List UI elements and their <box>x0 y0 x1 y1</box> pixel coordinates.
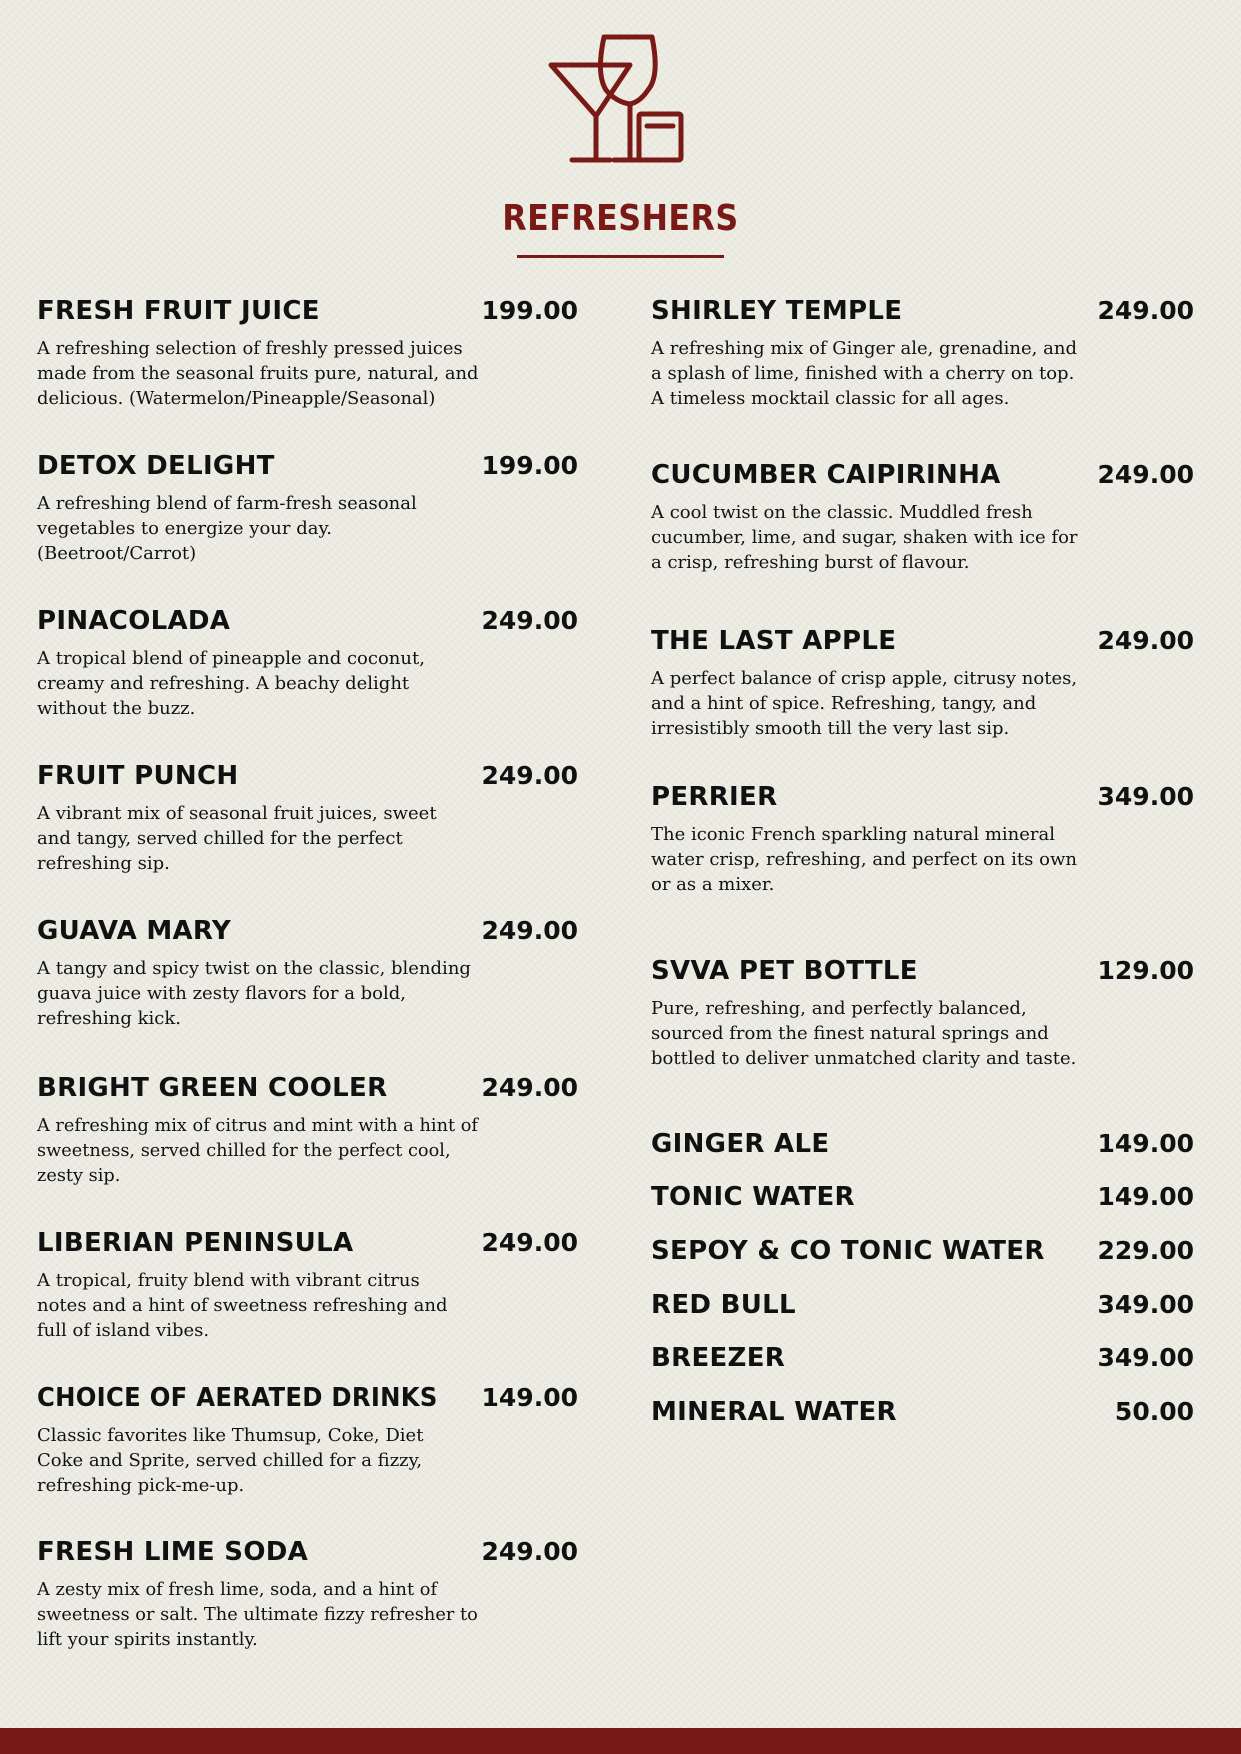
item-description <box>37 801 437 876</box>
item-description-line: A tropical, fruity blend with vibrant citrus <box>37 1270 420 1291</box>
glassware-icon <box>548 34 690 166</box>
menu-item <box>651 1127 1194 1163</box>
item-price: 249.00 <box>481 1537 578 1566</box>
item-description-line: delicious. (Watermelon/Pineapple/Seasonal) <box>37 388 436 409</box>
item-name: DETOX DELIGHT <box>37 451 275 481</box>
item-description-line: full of island vibes. <box>37 1320 210 1341</box>
item-description <box>37 646 425 721</box>
menu-item <box>37 1381 578 1511</box>
item-name: CUCUMBER CAIPIRINHA <box>651 460 1001 490</box>
item-name: CHOICE OF AERATED DRINKS <box>37 1383 438 1413</box>
item-description-line: A vibrant mix of seasonal fruit juices, sweet <box>37 803 437 824</box>
item-description <box>651 336 1077 411</box>
item-price: 249.00 <box>1097 460 1194 489</box>
item-name: LIBERIAN PENINSULA <box>37 1228 354 1258</box>
glassware-strokes <box>551 37 681 160</box>
item-name: RED BULL <box>651 1290 796 1320</box>
item-description-line: refreshing sip. <box>37 853 170 874</box>
item-description-line: and tangy, served chilled for the perfect <box>37 828 403 849</box>
item-description-line: A tropical blend of pineapple and coconut, <box>37 648 425 669</box>
item-price: 149.00 <box>1097 1129 1194 1158</box>
item-price: 349.00 <box>1097 1343 1194 1372</box>
menu-item <box>651 294 1194 424</box>
item-price: 349.00 <box>1097 1290 1194 1319</box>
item-description-line: Classic favorites like Thumsup, Coke, Diet <box>37 1425 424 1446</box>
item-price: 149.00 <box>481 1383 578 1412</box>
item-description <box>37 491 417 566</box>
item-price: 249.00 <box>481 1228 578 1257</box>
item-name: TONIC WATER <box>651 1182 855 1212</box>
item-description-line: bottled to deliver unmatched clarity and taste. <box>651 1048 1077 1069</box>
item-description-line: a splash of lime, finished with a cherry on top. <box>651 363 1075 384</box>
menu-item <box>651 1234 1194 1270</box>
item-name: FRUIT PUNCH <box>37 761 239 791</box>
item-description-line: guava juice with zesty flavors for a bold, <box>37 983 407 1004</box>
title-underline <box>517 255 724 258</box>
item-price: 249.00 <box>481 1073 578 1102</box>
item-name: PERRIER <box>651 782 778 812</box>
menu-item <box>651 1288 1194 1324</box>
menu-item <box>651 1180 1194 1216</box>
menu-item <box>37 1535 578 1665</box>
item-description-line: water crisp, refreshing, and perfect on its own <box>651 849 1077 870</box>
item-description <box>37 956 471 1031</box>
item-description <box>37 1268 447 1343</box>
item-name: BRIGHT GREEN COOLER <box>37 1073 388 1103</box>
item-description <box>651 996 1076 1071</box>
item-description <box>37 1423 423 1498</box>
menu-item <box>37 1071 578 1201</box>
item-description-line: made from the seasonal fruits pure, natural, and <box>37 363 479 384</box>
item-description <box>651 822 1077 897</box>
item-description-line: notes and a hint of sweetness refreshing and <box>37 1295 448 1316</box>
item-description-line: A refreshing selection of freshly pressed juices <box>37 338 463 359</box>
item-price: 199.00 <box>481 296 578 325</box>
item-description <box>651 500 1078 575</box>
menu-item <box>37 759 578 889</box>
item-description <box>37 1577 484 1652</box>
item-description-line: vegetables to energize your day. <box>37 518 332 539</box>
item-description-line: A perfect balance of crisp apple, citrusy notes, <box>651 668 1078 689</box>
item-name: SEPOY & CO TONIC WATER <box>651 1236 1045 1266</box>
menu-item <box>651 954 1194 1084</box>
item-description-line: A cool twist on the classic. Muddled fresh <box>651 502 1033 523</box>
item-price: 249.00 <box>481 606 578 635</box>
menu-item <box>651 458 1194 588</box>
page-title: REFRESHERS <box>502 198 739 239</box>
menu-item <box>37 604 578 734</box>
item-description <box>37 1113 485 1188</box>
item-price: 229.00 <box>1097 1236 1194 1265</box>
item-description-line: A refreshing mix of citrus and mint with a hint of <box>37 1115 478 1136</box>
item-description-line: The iconic French sparkling natural mineral <box>651 824 1056 845</box>
item-price: 249.00 <box>1097 626 1194 655</box>
item-description <box>37 336 481 411</box>
item-name: PINACOLADA <box>37 606 231 636</box>
item-description-line: (Beetroot/Carrot) <box>37 543 197 564</box>
menu-item <box>37 294 578 424</box>
item-description-line: lift your spirits instantly. <box>37 1629 258 1650</box>
item-price: 149.00 <box>1097 1182 1194 1211</box>
item-description-line: Coke and Sprite, served chilled for a fizzy, <box>37 1450 423 1471</box>
item-description-line: A zesty mix of fresh lime, soda, and a hint of <box>37 1579 438 1600</box>
item-description <box>651 666 1077 741</box>
item-description-line: sourced from the finest natural springs and <box>651 1023 1049 1044</box>
item-description-line: A refreshing mix of Ginger ale, grenadine, and <box>651 338 1077 359</box>
item-name: THE LAST APPLE <box>651 626 897 656</box>
item-description-line: and a hint of spice. Refreshing, tangy, and <box>651 693 1037 714</box>
menu-item <box>651 1341 1194 1377</box>
item-description-line: A refreshing blend of farm-fresh seasonal <box>37 493 417 514</box>
menu-item <box>37 914 578 1044</box>
item-description-line: irresistibly smooth till the very last sip. <box>651 718 1010 739</box>
menu-item <box>37 1226 578 1356</box>
item-name: BREEZER <box>651 1343 786 1373</box>
item-description-line: a crisp, refreshing burst of flavour. <box>651 552 970 573</box>
item-description-line: creamy and refreshing. A beachy delight <box>37 673 410 694</box>
item-description-line: refreshing pick-me-up. <box>37 1475 245 1496</box>
item-price: 249.00 <box>481 916 578 945</box>
item-price: 349.00 <box>1097 782 1194 811</box>
footer-bar <box>0 1728 1241 1754</box>
item-price: 50.00 <box>1114 1397 1194 1426</box>
item-description-line: sweetness or salt. The ultimate fizzy refresher to <box>37 1604 478 1625</box>
item-price: 249.00 <box>481 761 578 790</box>
item-description-line: or as a mixer. <box>651 874 775 895</box>
item-description-line: zesty sip. <box>37 1165 121 1186</box>
item-name: SHIRLEY TEMPLE <box>651 296 903 326</box>
item-description-line: Pure, refreshing, and perfectly balanced, <box>651 998 1027 1019</box>
item-description-line: A tangy and spicy twist on the classic, blending <box>37 958 471 979</box>
menu-item <box>651 780 1194 910</box>
menu-item <box>651 624 1194 754</box>
item-name: FRESH LIME SODA <box>37 1537 309 1567</box>
item-description-line: A timeless mocktail classic for all ages. <box>651 388 1010 409</box>
item-price: 249.00 <box>1097 296 1194 325</box>
item-name: SVVA PET BOTTLE <box>651 956 918 986</box>
item-name: FRESH FRUIT JUICE <box>37 296 320 326</box>
menu-item <box>37 449 578 579</box>
item-description-line: sweetness, served chilled for the perfect cool, <box>37 1140 451 1161</box>
item-price: 129.00 <box>1097 956 1194 985</box>
item-description-line: without the buzz. <box>37 698 196 719</box>
item-name: GUAVA MARY <box>37 916 231 946</box>
menu-item <box>651 1395 1194 1431</box>
item-price: 199.00 <box>481 451 578 480</box>
item-name: MINERAL WATER <box>651 1397 897 1427</box>
item-description-line: cucumber, lime, and sugar, shaken with ice for <box>651 527 1078 548</box>
item-description-line: refreshing kick. <box>37 1008 181 1029</box>
item-name: GINGER ALE <box>651 1129 830 1159</box>
